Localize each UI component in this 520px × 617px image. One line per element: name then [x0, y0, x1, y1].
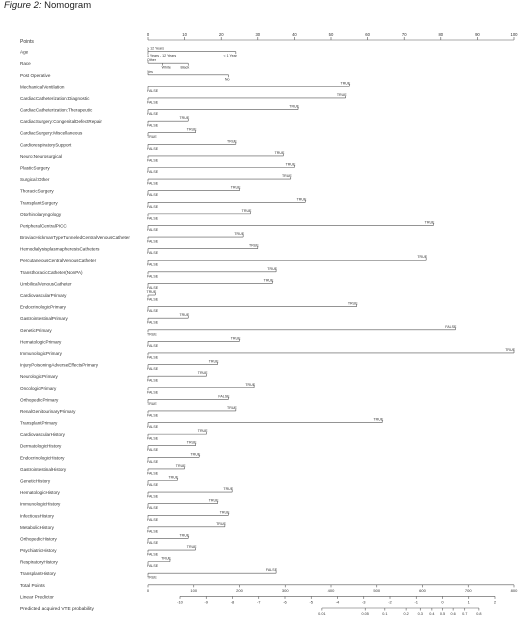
predictor-level-label: FALSE [147, 285, 159, 290]
predictor-level-label: FALSE [147, 309, 159, 314]
total-points-tick-label: 400 [327, 587, 335, 593]
total-points-tick-label: 100 [190, 587, 198, 593]
linear-predictor-tick-label: -9 [204, 599, 209, 605]
predictor-label: CardiovascularHistory [20, 432, 65, 438]
predictor-label: UmbilicalVenousCatheter [20, 281, 72, 287]
predictor-level-label: FALSE [147, 204, 159, 209]
predictor-level-label: FALSE [445, 324, 457, 329]
predictor-level-label: FALSE [147, 239, 159, 244]
predictor-label: DermatologicHistory [20, 443, 62, 449]
predictor-label: BroviacHickmanTypeTunneledCentralVenousCatheter [20, 235, 130, 241]
predictor-level-label: TRUE [186, 545, 197, 550]
predictor-label: CardiacSurgery:Miscellaneous [20, 130, 83, 136]
points-axis-tick-label: 70 [401, 32, 407, 37]
predictor-level-label: TRUE [168, 475, 179, 480]
probability-tick-label: 0.8 [476, 612, 482, 616]
probability-label: Predicted acquired VTE probability [20, 607, 94, 612]
predictor-level-label: TRUE [219, 510, 230, 515]
predictor-level-label: FALSE [147, 123, 159, 128]
predictor-label: OrthopedicHistory [20, 536, 57, 542]
predictor-level-label: TRUE [230, 185, 241, 190]
predictor-level-label: > 12 Years [147, 46, 165, 51]
predictor-level-label: FALSE [147, 193, 159, 198]
predictor-level-label: FALSE [147, 343, 159, 348]
predictor-level-label: TRUE [230, 336, 241, 341]
predictor-level-label: TRUE [241, 208, 252, 213]
predictor-label: InfectiousHistory [20, 513, 54, 519]
predictor-level-label: TRUE [267, 266, 278, 271]
points-axis-tick-label: 10 [182, 32, 187, 37]
predictor-level-label: TRUE [147, 135, 157, 140]
linear-predictor-tick-label: -8 [230, 599, 235, 605]
predictor-level-label: FALSE [147, 274, 159, 279]
total-points-tick-label: 0 [146, 587, 150, 593]
predictor-label: ThoracicSurgery [20, 188, 54, 194]
predictor-label: ImmunologicHistory [20, 501, 61, 507]
predictor-level-label: TRUE [197, 371, 208, 376]
predictor-level-label: FALSE [147, 552, 159, 557]
predictor-level-label: FALSE [147, 413, 159, 418]
predictor-label: NeurologicPrimary [20, 374, 58, 380]
points-axis-tick-label: 30 [255, 32, 261, 37]
linear-predictor-label: Linear Predictor [20, 595, 54, 601]
points-axis-tick-label: 80 [438, 32, 444, 37]
predictor-level-label: FALSE [147, 320, 159, 325]
predictor-level-label: FALSE [147, 262, 159, 267]
predictor-level-label: White [161, 65, 171, 70]
predictor-label: PlasticSurgery [20, 165, 50, 171]
predictor-level-label: FALSE [147, 297, 159, 302]
predictor-label: HematologicHistory [20, 490, 60, 496]
predictor-level-label: FALSE [265, 568, 278, 573]
predictor-level-label: TRUE [234, 232, 245, 237]
predictor-label: PsychiatricHistory [20, 548, 57, 554]
predictor-level-label: TRUE [263, 278, 274, 283]
predictor-level-label: TRUE [147, 332, 157, 337]
predictor-label: CardiacCatheterization:Therapeutic [20, 107, 93, 113]
predictor-level-label: TRUE [147, 401, 157, 406]
predictor-level-label: No [224, 77, 230, 82]
predictor-level-label: TRUE [227, 139, 237, 144]
predictor-level-label: FALSE [147, 227, 159, 232]
predictor-level-label: FALSE [147, 506, 159, 511]
total-points-tick-label: 700 [464, 587, 472, 593]
predictor-label: Surgical:Other [20, 177, 50, 183]
linear-predictor-tick-label: -7 [256, 599, 261, 605]
predictor-level-label: Other [147, 58, 156, 63]
predictor-level-label: TRUE [208, 359, 219, 364]
predictor-level-label: FALSE [147, 482, 159, 487]
predictor-label: MetabolicHistory [20, 524, 54, 530]
predictor-level-label: FALSE [147, 378, 159, 383]
predictor-level-label: TRUE [175, 463, 186, 468]
points-axis-tick-label: 100 [510, 32, 518, 37]
linear-predictor-tick-label: 1 [467, 599, 470, 605]
predictor-label: TransplantHistory [20, 571, 56, 577]
predictor-label: Race [20, 61, 31, 67]
predictor-label: Age [20, 49, 29, 55]
predictor-level-label: FALSE [147, 367, 159, 372]
predictor-level-label: TRUE [249, 243, 259, 248]
predictor-label: TransthoracicCatheter(NonPA) [20, 269, 83, 275]
predictor-label: RenalGenitourinaryPrimary [20, 408, 76, 414]
points-axis-tick-label: 0 [146, 32, 150, 37]
predictor-level-label: FALSE [147, 390, 159, 395]
predictor-level-label: TRUE [208, 498, 219, 503]
total-points-label: Total Points [20, 583, 45, 589]
predictor-label: CardiovascularPrimary [20, 293, 67, 299]
predictor-level-label: FALSE [147, 158, 159, 163]
predictor-level-label: TRUE [336, 92, 347, 97]
probability-tick-label: 0.2 [403, 612, 409, 616]
predictor-level-label: TRUE [190, 452, 201, 457]
predictor-level-label: Black [180, 65, 190, 70]
predictor-level-label: TRUE [186, 127, 197, 132]
predictor-level-label: FALSE [147, 540, 159, 545]
predictor-label: Otorhinolaryngology [20, 211, 62, 217]
predictor-level-label: FALSE [147, 436, 159, 441]
predictor-label: EndocrinologicPrimary [20, 304, 66, 310]
figure-title: Nomogram [44, 0, 92, 11]
predictor-level-label: TRUE [179, 533, 190, 538]
predictor-label: GeneticPrimary [20, 327, 52, 333]
predictor-level-label: TRUE [227, 405, 237, 410]
predictor-level-label: FALSE [147, 494, 159, 499]
predictor-level-label: Yes [147, 69, 153, 74]
predictor-level-label: TRUE [340, 81, 351, 86]
predictor-label: RespiratoryHistory [20, 559, 58, 565]
predictor-level-label: TRUE [347, 301, 358, 306]
predictor-level-label: TRUE [245, 382, 256, 387]
predictor-label: EndocrinologicHistory [20, 455, 65, 461]
predictor-level-label: FALSE [147, 517, 159, 522]
total-points-tick-label: 500 [373, 587, 381, 593]
points-axis-tick-label: 50 [328, 32, 334, 37]
predictor-label: OrthopedicPrimary [20, 397, 59, 403]
predictor-level-label: TRUE [373, 417, 384, 422]
points-axis-tick-label: 40 [292, 32, 297, 37]
predictor-level-label: < 1 Year [223, 54, 237, 59]
points-axis-label: Points [20, 39, 34, 45]
linear-predictor-tick-label: 0 [441, 599, 444, 605]
predictor-level-label: TRUE [223, 487, 234, 492]
predictor-level-label: TRUE [424, 220, 435, 225]
predictor-level-label: TRUE [274, 150, 285, 155]
probability-tick-label: 0.4 [429, 612, 435, 616]
predictor-level-label: FALSE [147, 448, 159, 453]
predictor-label: GastrointestinalHistory [20, 466, 67, 472]
probability-tick-label: 0.5 [439, 612, 446, 616]
predictor-level-label: FALSE [147, 529, 159, 534]
predictor-level-label: TRUE [146, 290, 157, 295]
predictor-label: HematologicPrimary [20, 339, 62, 345]
points-axis-tick-label: 20 [218, 32, 224, 37]
predictor-level-label: TRUE [505, 347, 515, 352]
predictor-level-label: FALSE [147, 112, 159, 117]
predictor-label: CardiacCatheterization:Diagnostic [20, 95, 90, 101]
predictor-label: TransplantPrimary [20, 420, 58, 426]
predictor-level-label: FALSE [147, 425, 159, 430]
linear-predictor-tick-label: -2 [388, 599, 392, 605]
predictor-level-label: TRUE [216, 521, 226, 526]
linear-predictor-tick-label: -5 [309, 599, 314, 605]
figure-number: Figure 2: [4, 0, 42, 11]
predictor-level-label: TRUE [179, 116, 190, 121]
probability-tick-label: 0.6 [450, 612, 456, 616]
predictor-label: GeneticHistory [20, 478, 51, 484]
predictor-level-label: TRUE [285, 162, 296, 167]
predictor-label: InjuryPoisoningAdverseEffectsPrimary [20, 362, 99, 368]
predictor-level-label: FALSE [147, 88, 159, 93]
total-points-tick-label: 800 [510, 587, 518, 593]
predictor-label: PeripheralCentralPICC [20, 223, 67, 229]
probability-tick-label: 0.7 [462, 612, 468, 616]
probability-tick-label: 0.01 [318, 612, 326, 616]
predictor-label: TransplantSurgery [20, 200, 58, 206]
predictor-level-label: FALSE [147, 216, 159, 221]
predictor-label: CardiacSurgery:CongenitalDefectRepair [20, 119, 102, 125]
predictor-level-label: FALSE [218, 394, 230, 399]
predictor-label: HemodialysisplasmapheresisCatheters [20, 246, 100, 252]
predictor-level-label: FALSE [147, 471, 159, 476]
probability-tick-label: 0.1 [382, 612, 388, 616]
linear-predictor-tick-label: 2 [493, 599, 497, 605]
predictor-level-label: FALSE [147, 251, 159, 256]
points-axis-tick-label: 60 [365, 32, 370, 37]
predictor-level-label: TRUE [296, 197, 307, 202]
predictor-level-label: TRUE [281, 174, 292, 179]
total-points-tick-label: 600 [419, 587, 426, 593]
predictor-label: CardiorespiratorySupport [20, 142, 72, 148]
predictor-level-label: TRUE [289, 104, 300, 109]
probability-tick-label: 0.3 [417, 612, 423, 616]
predictor-level-label: FALSE [147, 355, 159, 360]
predictor-level-label: TRUE [417, 255, 428, 260]
total-points-tick-label: 200 [236, 587, 243, 593]
predictor-level-label: FALSE [147, 564, 159, 569]
linear-predictor-tick-label: -1 [414, 599, 419, 605]
predictor-label: MechanicalVentilation [20, 84, 65, 90]
predictor-level-label: TRUE [147, 575, 157, 580]
probability-tick-label: 0.05 [361, 612, 369, 616]
predictor-label: PercutaneousCentralVenousCatheter [20, 258, 97, 264]
linear-predictor-tick-label: -10 [177, 599, 183, 605]
predictor-level-label: 1 Years - 12 Years [147, 54, 177, 59]
linear-predictor-tick-label: -6 [283, 599, 287, 605]
predictor-label: GastrointestinalPrimary [20, 316, 68, 322]
predictor-level-label: TRUE [179, 313, 190, 318]
predictor-label: Post Operative [20, 72, 51, 78]
points-axis-tick-label: 90 [475, 32, 480, 37]
predictor-level-label: FALSE [147, 146, 159, 151]
linear-predictor-tick-label: -4 [335, 599, 340, 605]
predictor-label: Neuro:Neurosurgical [20, 153, 63, 159]
predictor-level-label: TRUE [197, 429, 208, 434]
predictor-label: ImmunologicPrimary [20, 350, 62, 356]
predictor-label: OncologicPrimary [20, 385, 57, 391]
total-points-tick-label: 300 [281, 587, 289, 593]
predictor-level-label: FALSE [147, 170, 159, 175]
predictor-level-label: FALSE [147, 100, 159, 105]
predictor-level-label: FALSE [147, 459, 159, 464]
predictor-level-label: TRUE [161, 556, 171, 561]
linear-predictor-tick-label: -3 [361, 599, 366, 605]
predictor-level-label: TRUE [186, 440, 197, 445]
predictor-level-label: FALSE [147, 181, 159, 186]
